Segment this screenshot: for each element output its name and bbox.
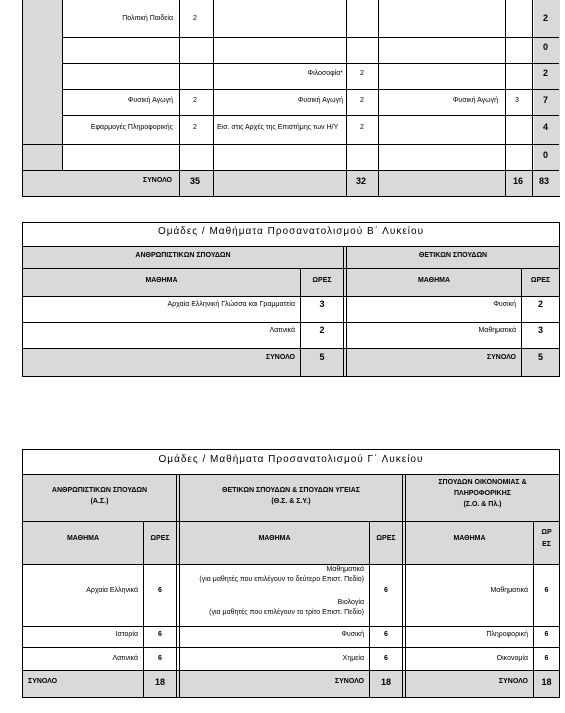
col-subject: ΜΑΘΗΜΑ	[258, 535, 291, 542]
sum-label: ΣΥΝΟΛΟ	[486, 354, 516, 361]
hours-cell: 2	[193, 15, 197, 22]
row-total: 7	[543, 95, 549, 105]
col-hours: ΩΡΕΣ	[530, 277, 551, 284]
table-title: Ομάδες / Μαθήματα Προσανατολισμού Β΄ Λυκείου	[157, 226, 425, 237]
sum-label: ΣΥΝΟΛΟ	[142, 177, 172, 184]
col-subject: ΜΑΘΗΜΑ	[66, 535, 100, 542]
subject-cell: Αρχαία Ελληνικά	[86, 587, 138, 594]
subject-cell: Φυσική Αγωγή	[452, 97, 498, 104]
subject-note: (για μαθητές που επιλέγουν το τρίτο Επιστ. Πεδίο)	[209, 609, 364, 616]
hours-cell: 3	[537, 325, 543, 335]
sum-label: ΣΥΝΟΛΟ	[28, 678, 58, 685]
hours-cell: 2	[360, 70, 364, 77]
subject-cell: Ιστορία	[115, 631, 138, 638]
row-total: 0	[543, 42, 549, 52]
hours-cell: 2	[193, 97, 197, 104]
hours-cell: 2	[360, 97, 364, 104]
subject-cell: Μαθηματικά	[478, 327, 516, 334]
hours-cell: 2	[360, 124, 364, 131]
group-humanities: ΑΝΘΡΩΠΙΣΤΙΚΩΝ ΣΠΟΥΔΩΝ	[51, 487, 148, 494]
col-hours: ΕΣ	[542, 541, 551, 548]
subject-cell: Φυσική Αγωγή	[127, 97, 173, 104]
col-hours: ΩΡΕΣ	[150, 535, 170, 542]
group-sciences-health: ΘΕΤΙΚΩΝ ΣΠΟΥΔΩΝ & ΣΠΟΥΔΩΝ ΥΓΕΙΑΣ	[222, 487, 360, 494]
sum-hours: 16	[513, 176, 524, 186]
hours-cell: 6	[544, 655, 549, 662]
sum-hours: 5	[319, 352, 325, 362]
row-total: 0	[543, 150, 549, 160]
col-subject: ΜΑΘΗΜΑ	[453, 535, 486, 542]
hours-cell: 6	[158, 631, 162, 638]
group-humanities-abbr: (Α.Σ.)	[90, 498, 109, 505]
subject-cell: Φυσική	[341, 631, 364, 638]
col-subject: ΜΑΘΗΜΑ	[145, 277, 178, 284]
subject-cell: Οικονομία	[496, 655, 528, 662]
sum-hours: 32	[356, 176, 367, 186]
group-sciences-health-abbr: (Θ.Σ. & Σ.Υ.)	[271, 498, 311, 505]
row-total: 2	[543, 13, 549, 23]
col-hours: ΩΡ	[541, 529, 552, 536]
hours-cell: 6	[544, 587, 549, 594]
hours-cell: 6	[158, 587, 162, 594]
hours-cell: 6	[544, 631, 549, 638]
hours-cell: 3	[515, 97, 519, 104]
group-sciences: ΘΕΤΙΚΩΝ ΣΠΟΥΔΩΝ	[418, 252, 488, 259]
sum-row	[23, 170, 560, 196]
sum-hours: 35	[190, 176, 201, 186]
sum-label: ΣΥΝΟΛΟ	[265, 354, 295, 361]
subject-cell: Εφαρμογές Πληροφορικής	[90, 124, 173, 131]
subject-cell: Φυσική	[493, 301, 516, 308]
sum-label: ΣΥΝΟΛΟ	[334, 678, 364, 685]
sum-hours: 18	[154, 677, 165, 687]
table-title: Ομάδες / Μαθήματα Προσανατολισμού Γ΄ Λυκείου	[158, 454, 424, 465]
hours-cell: 2	[537, 299, 543, 309]
sum-hours: 18	[541, 677, 552, 687]
subject-cell: Φιλοσοφία*	[307, 70, 343, 77]
subject-note: (για μαθητές που επιλέγουν το δεύτερο Επιστ. Πεδίο)	[199, 576, 364, 583]
subject-cell: Πληροφορική	[486, 631, 528, 638]
col-subject: ΜΑΘΗΜΑ	[417, 277, 451, 284]
group-economics-it-abbr: (Σ.Ο. & Πλ.)	[463, 501, 502, 508]
subject-cell: Λατινικά	[112, 655, 138, 662]
col-hours: ΩΡΕΣ	[312, 277, 332, 284]
sum-total: 83	[539, 176, 550, 186]
subject-cell: Αρχαία Ελληνική Γλώσσα και Γραμματεία	[167, 301, 295, 308]
subject-cell: Χημεία	[342, 655, 364, 662]
hours-cell: 6	[384, 655, 388, 662]
row-total: 4	[543, 122, 549, 132]
subject-cell: Εισ. στις Αρχές της Επιστήμης των Η/Υ	[217, 124, 339, 131]
hours-cell: 6	[158, 655, 162, 662]
subject-cell: Πολιτική Παιδεία	[122, 15, 173, 22]
sum-hours: 18	[380, 677, 391, 687]
subject-cell: Μαθηματικά	[490, 587, 528, 594]
hours-cell: 6	[384, 587, 388, 594]
subject-cell: Φυσική Αγωγή	[297, 97, 343, 104]
sum-label: ΣΥΝΟΛΟ	[498, 678, 528, 685]
hours-cell: 3	[319, 299, 325, 309]
hours-cell: 2	[319, 325, 325, 335]
col-hours: ΩΡΕΣ	[376, 535, 396, 542]
subject-cell: Λατινικά	[269, 327, 295, 334]
sum-hours: 5	[537, 352, 543, 362]
hours-cell: 6	[384, 631, 388, 638]
subject-cell: Βιολογία	[337, 599, 364, 606]
row-total: 2	[543, 68, 549, 78]
subject-cell: Μαθηματικά	[326, 566, 364, 573]
group-economics-it-2: ΠΛΗΡΟΦΟΡΙΚΗΣ	[453, 490, 511, 497]
group-humanities: ΑΝΘΡΩΠΙΣΤΙΚΩΝ ΣΠΟΥΔΩΝ	[135, 252, 231, 259]
group-economics-it: ΣΠΟΥΔΩΝ ΟΙΚΟΝΟΜΙΑΣ &	[438, 479, 527, 486]
hours-cell: 2	[193, 124, 197, 131]
